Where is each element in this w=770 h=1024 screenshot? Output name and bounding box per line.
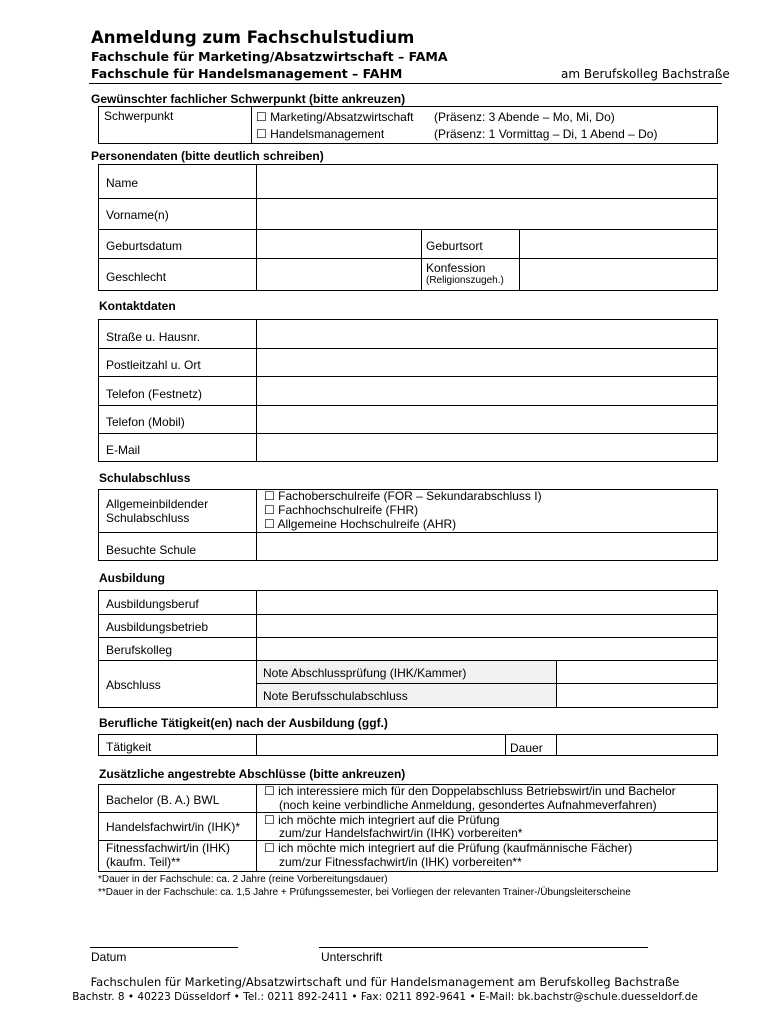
label-dauer: Dauer: [510, 741, 543, 755]
checkbox-fitnessfachwirt[interactable]: ☐ ich möchte mich integriert auf die Prüfung (kaufmännische Fächer): [264, 841, 632, 855]
checkbox-icon[interactable]: [256, 110, 267, 124]
label-datum: Datum: [91, 950, 127, 964]
label-unterschrift: Unterschrift: [321, 950, 383, 964]
checkbox-icon[interactable]: [264, 503, 275, 517]
input-vorname[interactable]: [258, 200, 714, 228]
text-fitnessfachwirt-2: zum/zur Fitnessfachwirt/in (IHK) vorbereiten**: [279, 855, 522, 869]
input-ausbildungsbetrieb[interactable]: [258, 616, 714, 636]
schwerpunkt-label: Schwerpunkt: [104, 109, 174, 123]
page-title: Anmeldung zum Fachschulstudium: [91, 28, 415, 47]
checkbox-handelsfachwirt[interactable]: ☐ ich möchte mich integriert auf die Prüfung: [264, 813, 500, 827]
label-fitnessfachwirt-1: Fitnessfachwirt/in (IHK): [106, 841, 231, 855]
label-note-ihk: Note Abschlussprüfung (IHK/Kammer): [263, 666, 467, 680]
label-schulabschluss-1: Allgemeinbildender: [106, 497, 209, 511]
label-geburtsort: Geburtsort: [426, 239, 483, 253]
input-geburtsort[interactable]: [521, 231, 715, 257]
header-line-fama: Fachschule für Marketing/Absatzwirtschaft – FAMA: [91, 49, 448, 64]
input-strasse[interactable]: [258, 321, 714, 347]
label-strasse: Straße u. Hausnr.: [106, 330, 201, 344]
datum-line[interactable]: [90, 947, 238, 948]
input-email[interactable]: [258, 435, 714, 459]
text-bachelor-2: (noch keine verbindliche Anmeldung, gesondertes Aufnahmeverfahren): [279, 798, 657, 812]
footnote-1: *Dauer in der Fachschule: ca. 2 Jahre (reine Vorbereitungsdauer): [98, 874, 388, 885]
input-name[interactable]: [258, 166, 714, 197]
input-berufskolleg[interactable]: [258, 639, 714, 659]
label-geschlecht: Geschlecht: [106, 270, 167, 284]
presence-handel: (Präsenz: 1 Vormittag – Di, 1 Abend – Do): [434, 127, 658, 141]
footer-line-1: Fachschulen für Marketing/Absatzwirtschaft und für Handelsmanagement am Berufskolleg Bachstraße: [90, 975, 680, 989]
label-vorname: Vorname(n): [106, 208, 169, 222]
checkbox-icon[interactable]: [264, 841, 275, 855]
label-konfession-sub: (Religionszugeh.): [426, 275, 504, 286]
footer-line-2: Bachstr. 8 • 40223 Düsseldorf • Tel.: 0211 892-2411 • Fax: 0211 892-9641 • E-Mail: bk.bachstr@schule.duesseldorf.de: [72, 991, 698, 1003]
checkbox-handel[interactable]: ☐ Handelsmanagement: [256, 127, 384, 141]
input-geburtsdatum[interactable]: [258, 231, 420, 257]
section-heading-taetigkeit: Berufliche Tätigkeit(en) nach der Ausbildung (ggf.): [99, 716, 388, 730]
checkbox-icon[interactable]: [264, 489, 275, 503]
input-plz-ort[interactable]: [258, 350, 714, 375]
checkbox-bachelor[interactable]: ☐ ich interessiere mich für den Doppelabschluss Betriebswirt/in und Bachelor: [264, 784, 676, 798]
input-note-berufsschule[interactable]: [558, 685, 714, 705]
input-note-ihk[interactable]: [558, 662, 714, 682]
input-telefon-festnetz[interactable]: [258, 378, 714, 404]
label-bachelor: Bachelor (B. A.) BWL: [106, 793, 220, 807]
checkbox-for[interactable]: ☐ Fachoberschulreife (FOR – Sekundarabschluss I): [264, 489, 542, 503]
checkbox-fhr[interactable]: ☐ Fachhochschulreife (FHR): [264, 503, 418, 517]
label-ausbildungsberuf: Ausbildungsberuf: [106, 597, 199, 611]
section-heading-kontakt: Kontaktdaten: [99, 299, 176, 313]
label-handelsfachwirt: Handelsfachwirt/in (IHK)*: [106, 820, 241, 834]
label-telefon-festnetz: Telefon (Festnetz): [106, 387, 203, 401]
input-konfession[interactable]: [521, 260, 715, 288]
label-abschluss: Abschluss: [106, 678, 161, 692]
label-schulabschluss-2: Schulabschluss: [106, 511, 190, 525]
label-geburtsdatum: Geburtsdatum: [106, 239, 183, 253]
unterschrift-line[interactable]: [319, 947, 648, 948]
header-rule: [89, 83, 722, 84]
section-heading-schule: Schulabschluss: [99, 471, 191, 485]
input-geschlecht[interactable]: [258, 260, 420, 288]
input-telefon-mobil[interactable]: [258, 407, 714, 432]
label-ausbildungsbetrieb: Ausbildungsbetrieb: [106, 620, 209, 634]
checkbox-icon[interactable]: [264, 784, 275, 798]
section-heading-schwerpunkt: Gewünschter fachlicher Schwerpunkt (bitte ankreuzen): [91, 92, 406, 106]
checkbox-icon[interactable]: [256, 127, 267, 141]
label-telefon-mobil: Telefon (Mobil): [106, 415, 185, 429]
input-besuchte-schule[interactable]: [258, 534, 714, 558]
footnote-2: **Dauer in der Fachschule: ca. 1,5 Jahre + Prüfungssemester, bei Vorliegen der relevanten Trainer-/Übungsleiterscheine: [98, 887, 631, 898]
label-note-berufsschule: Note Berufsschulabschluss: [263, 689, 408, 703]
section-heading-zusatz: Zusätzliche angestrebte Abschlüsse (bitte ankreuzen): [99, 767, 406, 781]
checkbox-ahr[interactable]: ☐ Allgemeine Hochschulreife (AHR): [264, 517, 456, 531]
label-besuchte-schule: Besuchte Schule: [106, 543, 197, 557]
input-ausbildungsberuf[interactable]: [258, 592, 714, 613]
text-handelsfachwirt-2: zum/zur Handelsfachwirt/in (IHK) vorbereiten*: [279, 826, 523, 840]
label-taetigkeit: Tätigkeit: [106, 740, 152, 754]
checkbox-marketing[interactable]: ☐ Marketing/Absatzwirtschaft: [256, 110, 414, 124]
label-email: E-Mail: [106, 443, 141, 457]
label-plz-ort: Postleitzahl u. Ort: [106, 358, 201, 372]
checkbox-icon[interactable]: [264, 813, 275, 827]
header-location: am Berufskolleg Bachstraße: [561, 67, 730, 81]
label-name: Name: [106, 176, 139, 190]
section-heading-ausbildung: Ausbildung: [99, 571, 165, 585]
input-dauer[interactable]: [558, 736, 714, 754]
input-taetigkeit[interactable]: [258, 736, 504, 754]
checkbox-icon[interactable]: [264, 517, 275, 531]
presence-marketing: (Präsenz: 3 Abende – Mo, Mi, Do): [434, 110, 615, 124]
section-heading-person: Personendaten (bitte deutlich schreiben): [91, 149, 324, 163]
label-berufskolleg: Berufskolleg: [106, 643, 173, 657]
label-fitnessfachwirt-2: (kaufm. Teil)**: [106, 855, 181, 869]
header-line-fahm: Fachschule für Handelsmanagement – FAHM: [91, 66, 403, 81]
label-konfession: Konfession: [426, 261, 486, 275]
